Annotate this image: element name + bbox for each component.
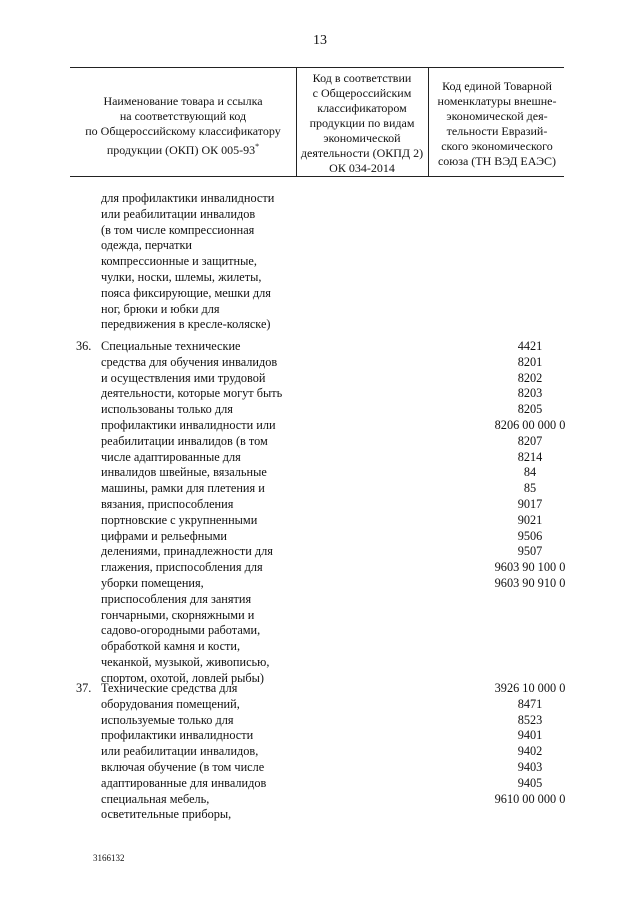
row-36-codes: 4421 8201 8202 8203 8205 8206 00 000 0 8207 8214 84 85 9017 9021 9506 9507 9603 90 100 0 9603 90 910 0 <box>494 339 566 590</box>
header-col-name: Наименование товара и ссылка на соответствующий код по Общероссийскому классификатору продукции (ОКП) ОК 005-93* <box>85 94 281 157</box>
header-divider-2 <box>428 67 429 177</box>
document-footer-code: 3166132 <box>93 853 125 863</box>
row-37-name: Технические средства для оборудования помещений, используемые только для профилактики инвалидности или реабилитации инвалидов, включая обучение (в том числе адаптированные для инвалидов специальная мебель, осветительные приборы, <box>101 681 267 822</box>
header-col-okpd2: Код в соответствии с Общероссийским классификатором продукции по видам экономической деятельности (ОКПД 2) ОК 034-2014 <box>300 71 424 175</box>
header-bottom-rule <box>70 176 564 177</box>
row-36-name: Специальные технические средства для обучения инвалидов и осуществления ими трудовой деятельности, которые могут быть использованы только для профилактики инвалидности или реабилитации инвалидов (в том числе адаптированные для инвалидов швейные, вязальные машины, рамки для плетения и вязания, приспособления портновские с укрупненными цифрами и рельефными делениями, принадлежности для глажения, приспособления для уборки помещения, приспособления для занятия гончарными, скорняжными и садово-огородными работами, обработкой камня и кости, чеканкой, музыкой, живописью, спортом, охотой, ловлей рыбы) <box>101 339 283 685</box>
row-37-codes: 3926 10 000 0 8471 8523 9401 9402 9403 9405 9610 00 000 0 <box>494 681 566 806</box>
header-divider-1 <box>296 67 297 177</box>
footnote-mark: * <box>255 142 260 151</box>
page-number: 13 <box>313 33 327 48</box>
header-col-tnved: Код единой Товарной номенклатуры внешне- экономической дея- тельности Евразий- ского экономического союза (ТН ВЭД ЕАЭС) <box>437 79 557 168</box>
header-top-rule <box>70 67 564 68</box>
row-37-number: 37. <box>76 681 92 695</box>
row-36-number: 36. <box>76 339 92 353</box>
continuation-text: для профилактики инвалидности или реабилитации инвалидов (в том числе компрессионная одежда, перчатки компрессионные и защитные, чулки, носки, шлемы, жилеты, пояса фиксирующие, мешки для ног, брюки и юбки для передвижения в кресле-коляске) <box>101 191 275 332</box>
